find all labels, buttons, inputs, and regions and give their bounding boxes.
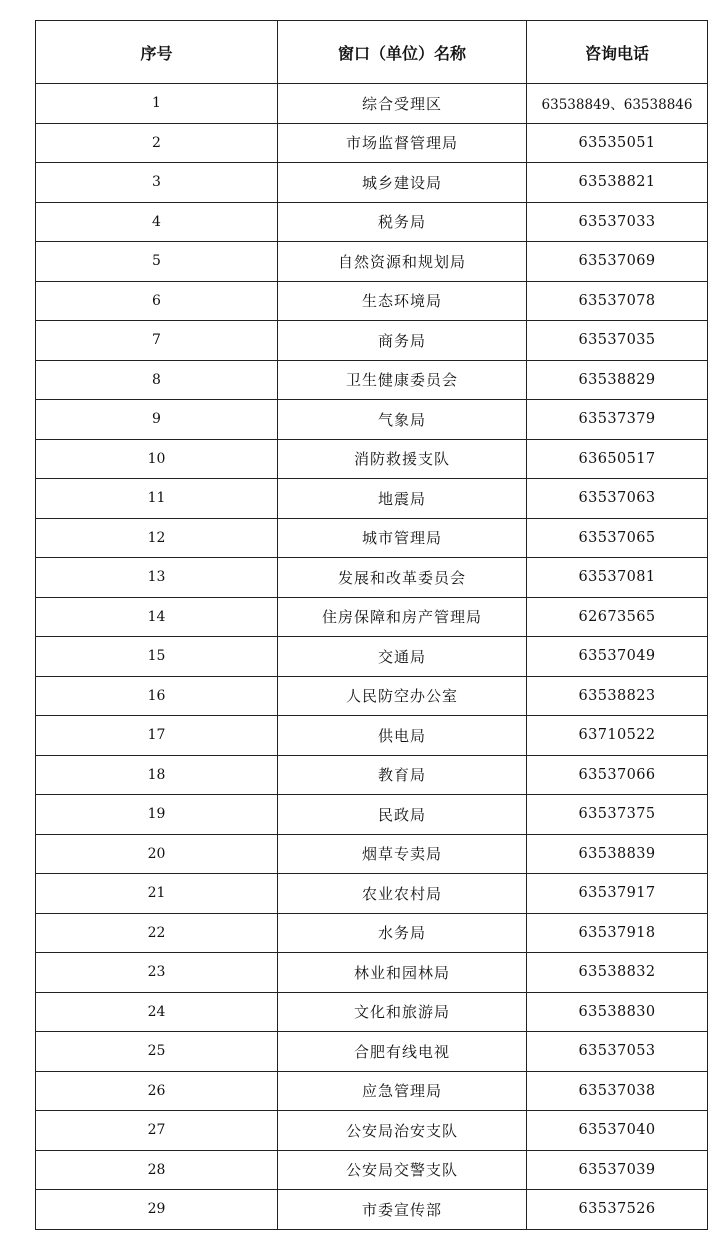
row-index: 26 [36,1071,278,1111]
row-phone: 63538832 [527,953,708,993]
row-window-name: 生态环境局 [278,281,527,321]
row-index: 10 [36,439,278,479]
row-window-name: 水务局 [278,913,527,953]
row-window-name: 自然资源和规划局 [278,242,527,282]
table-row [36,1071,708,1111]
row-window-name: 发展和改革委员会 [278,558,527,598]
table-row [36,992,708,1032]
row-index: 15 [36,637,278,677]
table-row [36,479,708,519]
row-phone: 63537375 [527,795,708,835]
row-window-name: 林业和园林局 [278,953,527,993]
row-window-name: 消防救援支队 [278,439,527,479]
row-index: 11 [36,479,278,519]
table-row [36,637,708,677]
table-row [36,913,708,953]
header-row [36,21,708,84]
table-row [36,953,708,993]
row-index: 18 [36,755,278,795]
table-row [36,755,708,795]
row-phone: 63537035 [527,321,708,361]
table-row [36,84,708,124]
row-index: 3 [36,163,278,203]
table-row [36,1111,708,1151]
row-window-name: 卫生健康委员会 [278,360,527,400]
row-index: 8 [36,360,278,400]
row-phone: 63538839 [527,834,708,874]
table-row [36,676,708,716]
table-row [36,558,708,598]
row-phone: 63537063 [527,479,708,519]
row-index: 7 [36,321,278,361]
row-phone: 63538829 [527,360,708,400]
row-window-name: 市委宣传部 [278,1190,527,1230]
row-window-name: 农业农村局 [278,874,527,914]
row-window-name: 商务局 [278,321,527,361]
row-phone: 63537066 [527,755,708,795]
row-phone: 63650517 [527,439,708,479]
row-phone: 63537065 [527,518,708,558]
row-phone: 63537040 [527,1111,708,1151]
row-phone: 63537379 [527,400,708,440]
row-index: 22 [36,913,278,953]
row-phone: 63538849、63538846 [527,84,708,124]
table-body [36,84,708,1230]
row-index: 4 [36,202,278,242]
row-phone: 63537078 [527,281,708,321]
row-window-name: 气象局 [278,400,527,440]
row-index: 14 [36,597,278,637]
row-phone: 63537069 [527,242,708,282]
row-phone: 63538821 [527,163,708,203]
row-phone: 62673565 [527,597,708,637]
row-index: 27 [36,1111,278,1151]
row-phone: 63537039 [527,1150,708,1190]
row-window-name: 住房保障和房产管理局 [278,597,527,637]
contact-table [35,20,708,1230]
row-phone: 63535051 [527,123,708,163]
row-phone: 63537049 [527,637,708,677]
row-phone: 63538830 [527,992,708,1032]
table-row [36,163,708,203]
row-window-name: 民政局 [278,795,527,835]
row-window-name: 人民防空办公室 [278,676,527,716]
row-window-name: 公安局治安支队 [278,1111,527,1151]
table-row [36,1032,708,1072]
row-index: 29 [36,1190,278,1230]
row-index: 20 [36,834,278,874]
row-phone: 63537918 [527,913,708,953]
row-index: 28 [36,1150,278,1190]
row-index: 5 [36,242,278,282]
row-window-name: 公安局交警支队 [278,1150,527,1190]
row-phone: 63537033 [527,202,708,242]
row-index: 25 [36,1032,278,1072]
row-index: 16 [36,676,278,716]
header-index: 序号 [36,21,278,84]
row-window-name: 供电局 [278,716,527,756]
header-window-name: 窗口（单位）名称 [278,21,527,84]
row-phone: 63537038 [527,1071,708,1111]
row-phone: 63537053 [527,1032,708,1072]
table-header [36,21,708,84]
table-row [36,281,708,321]
row-index: 12 [36,518,278,558]
row-window-name: 税务局 [278,202,527,242]
row-index: 19 [36,795,278,835]
row-index: 13 [36,558,278,598]
table-row [36,242,708,282]
row-index: 24 [36,992,278,1032]
row-window-name: 交通局 [278,637,527,677]
table-row [36,795,708,835]
table-row [36,439,708,479]
table-row [36,360,708,400]
row-window-name: 文化和旅游局 [278,992,527,1032]
table-row [36,597,708,637]
row-index: 1 [36,84,278,124]
table-row [36,518,708,558]
row-window-name: 综合受理区 [278,84,527,124]
table-row [36,1150,708,1190]
row-phone: 63537526 [527,1190,708,1230]
row-window-name: 地震局 [278,479,527,519]
table-row [36,202,708,242]
table-row [36,400,708,440]
row-index: 9 [36,400,278,440]
contact-table-container [35,20,707,1230]
row-index: 2 [36,123,278,163]
table-row [36,716,708,756]
table-row [36,874,708,914]
row-index: 21 [36,874,278,914]
table-row [36,123,708,163]
row-window-name: 应急管理局 [278,1071,527,1111]
row-phone: 63710522 [527,716,708,756]
table-row [36,321,708,361]
table-row [36,834,708,874]
row-phone: 63537917 [527,874,708,914]
row-window-name: 烟草专卖局 [278,834,527,874]
row-window-name: 市场监督管理局 [278,123,527,163]
table-row [36,1190,708,1230]
row-window-name: 合肥有线电视 [278,1032,527,1072]
row-phone: 63538823 [527,676,708,716]
row-window-name: 城乡建设局 [278,163,527,203]
header-phone: 咨询电话 [527,21,708,84]
row-window-name: 教育局 [278,755,527,795]
row-index: 6 [36,281,278,321]
row-index: 17 [36,716,278,756]
row-window-name: 城市管理局 [278,518,527,558]
row-phone: 63537081 [527,558,708,598]
row-index: 23 [36,953,278,993]
